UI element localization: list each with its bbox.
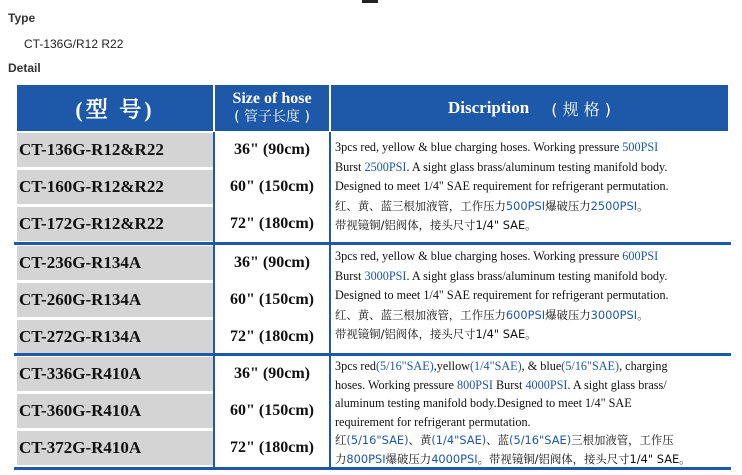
desc-text: 爆破压力 [545, 307, 591, 322]
desc-line-cn [335, 450, 727, 469]
group-divider [14, 353, 731, 356]
desc-line-cn [335, 197, 727, 217]
group-divider [14, 242, 731, 245]
desc-highlight: 800PSI [346, 451, 386, 466]
desc-highlight: 500PSI [505, 198, 546, 213]
desc-text: 、蓝 [486, 433, 510, 447]
size-cell: 36" (90cm) [234, 365, 310, 382]
size-cell: 72" (180cm) [230, 439, 314, 456]
desc-line [335, 267, 727, 287]
desc-line: aluminum testing manifold body.Designed to meet 1/4" SAE [335, 396, 632, 410]
size-cell: 60" (150cm) [230, 402, 314, 419]
table-bottom-border [14, 467, 731, 470]
column-divider [329, 132, 331, 470]
size-cell: 36" (90cm) [234, 254, 310, 271]
desc-line-cn [335, 306, 727, 326]
desc-text: 。带视镜铜/铝阀体，接头尺寸1/4" SAE。 [477, 451, 691, 466]
desc-line-cn: 带视镜铜/铝阀体，接头尺寸1/4" SAE。 [335, 218, 537, 232]
desc-text: 。 [637, 307, 649, 322]
desc-text: 、黄 [408, 433, 432, 447]
desc-highlight: 2500PSI [364, 159, 407, 174]
desc-text: 。 [637, 198, 649, 213]
model-cell: CT-236G-R134A [17, 246, 213, 280]
model-cell: CT-260G-R134A [17, 283, 213, 317]
desc-text: 红、黄、蓝三根加液管，工作压力 [335, 307, 506, 322]
type-value: CT-136G/R12 R22 [24, 37, 124, 51]
desc-highlight: 3000PSI [590, 307, 638, 322]
desc-highlight: (1/4"SAE) [469, 359, 522, 373]
header-model: (型 号) [17, 85, 213, 131]
header-desc-cn: ( 规 格 ) [551, 99, 611, 119]
detail-label: Detail [8, 61, 41, 75]
desc-highlight: 2500PSI [590, 198, 638, 213]
desc-highlight: (5/16"SAE) [509, 433, 572, 447]
desc-highlight: (1/4"SAE) [431, 433, 487, 447]
size-cell: 60" (150cm) [230, 178, 314, 195]
desc-line [335, 158, 727, 178]
size-cell: 36" (90cm) [234, 141, 310, 158]
desc-text: . A sight glass brass/aluminum testing manifold body. [406, 159, 668, 174]
model-cell: CT-360G-R410A [17, 394, 213, 428]
desc-highlight: 600PSI [622, 249, 659, 263]
header-size-cn: ( 管子长度 ) [234, 109, 310, 125]
desc-line [335, 357, 727, 376]
desc-text: 三根加液管，工作压 [571, 433, 674, 447]
desc-text: Burst [335, 159, 365, 174]
desc-line: Designed to meet 1/4" SAE requirement for refrigerant permutation. [335, 288, 669, 302]
desc-text: . A sight glass brass/aluminum testing manifold body. [406, 268, 668, 283]
desc-text: Burst [335, 268, 365, 283]
description-cell [335, 247, 727, 345]
model-cell: CT-372G-R410A [17, 431, 213, 465]
model-cell: CT-272G-R134A [17, 320, 213, 354]
desc-text: . A sight glass brass/ [567, 377, 667, 392]
desc-text: 爆破压力 [545, 198, 591, 213]
model-cell: CT-136G-R12&R22 [17, 133, 213, 167]
desc-text: , charging [619, 359, 668, 373]
desc-highlight: (5/16"SAE) [375, 359, 434, 373]
header-size-en: Size of hose [232, 90, 312, 107]
desc-highlight: (5/16"SAE) [346, 433, 409, 447]
desc-line-cn [335, 431, 727, 450]
size-cell: 60" (150cm) [230, 291, 314, 308]
type-label: Type [8, 11, 36, 25]
desc-line-cn: 带视镜铜/铝阀体，接头尺寸1/4" SAE。 [335, 327, 537, 341]
desc-text: 爆破压力 [385, 451, 432, 466]
model-cell: CT-160G-R12&R22 [17, 170, 213, 204]
desc-line [335, 376, 727, 395]
desc-highlight: 4000PSI [431, 451, 478, 466]
desc-text: 力 [335, 451, 347, 466]
desc-line: requirement for refrigerant permutation. [335, 414, 531, 429]
header-size [215, 85, 329, 131]
desc-text: ,yellow [433, 359, 470, 373]
desc-highlight: 3000PSI [364, 268, 407, 283]
desc-text: 3pcs red, yellow & blue charging hoses. Working pressure [335, 140, 623, 154]
desc-highlight: 500PSI [622, 140, 659, 154]
size-cell: 72" (180cm) [230, 215, 314, 232]
desc-text: hoses. Working pressure [335, 377, 458, 392]
desc-highlight: (5/16"SAE) [561, 359, 620, 373]
spec-table [14, 82, 731, 470]
desc-text: , & blue [521, 359, 562, 373]
desc-text: 3pcs red, yellow & blue charging hoses. Working pressure [335, 249, 623, 263]
desc-highlight: 600PSI [505, 307, 546, 322]
header-description [331, 85, 728, 131]
size-cell: 72" (180cm) [230, 328, 314, 345]
model-cell: CT-172G-R12&R22 [17, 207, 213, 241]
description-cell [335, 138, 727, 236]
desc-text: 红、黄、蓝三根加液管，工作压力 [335, 198, 506, 213]
desc-line [335, 247, 727, 267]
desc-highlight: 800PSI [457, 377, 493, 392]
desc-text: 红 [335, 433, 347, 447]
top-edge-mark [362, 0, 378, 3]
header-desc-en: Discription [448, 98, 530, 117]
desc-line [335, 138, 727, 158]
desc-highlight: 4000PSI [525, 377, 568, 392]
desc-line: Designed to meet 1/4" SAE requirement for refrigerant permutation. [335, 179, 669, 193]
desc-text: Burst [492, 377, 526, 392]
model-cell: CT-336G-R410A [17, 357, 213, 391]
description-cell [335, 357, 727, 468]
desc-text: 3pcs red [335, 359, 376, 373]
